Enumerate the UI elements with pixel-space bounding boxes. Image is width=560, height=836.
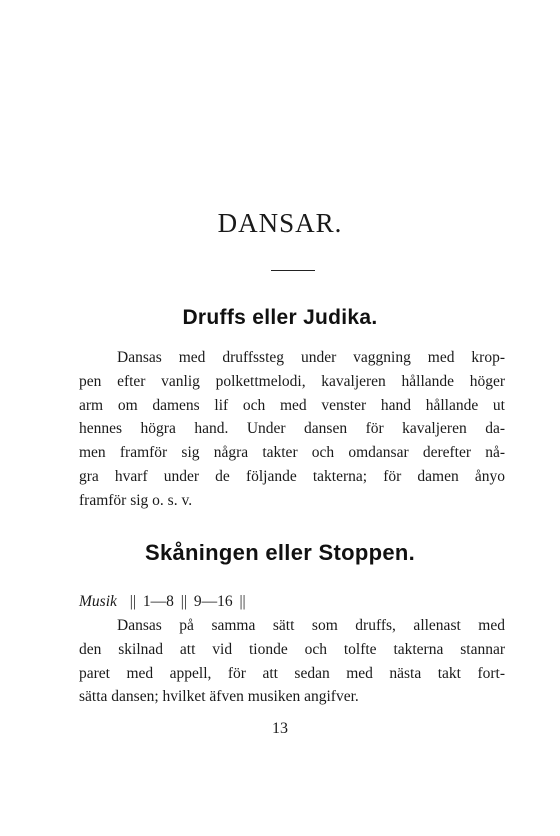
title-divider [271, 270, 315, 271]
text-line: hennes högra hand. Under dansen för kavaljeren da- [79, 420, 505, 438]
bar-line: || [180, 593, 187, 610]
bar-line: || [129, 593, 136, 610]
text-line: gra hvarf under de följande takterna; för damen ånyo [79, 467, 505, 485]
section-heading-druffs: Druffs eller Judika. [182, 306, 378, 329]
music-notation [79, 590, 249, 614]
bar-line: || [239, 593, 246, 610]
text-line: arm om damens lif och med venster hand hållande ut [79, 396, 505, 414]
text-line: framför sig o. s. v. [79, 491, 193, 509]
text-line: pen efter vanlig polkettmelodi, kavaljeren hållande höger [79, 372, 505, 390]
text-line: Dansas på samma sätt som druffs, allenast med [117, 617, 505, 634]
music-label: Musik [79, 593, 117, 610]
page-number: 13 [272, 720, 288, 737]
paragraph-druffs [79, 346, 505, 513]
paragraph-skaningen [79, 614, 505, 709]
bar-range: 1—8 [142, 593, 174, 610]
text-line: men framför sig några takter och omdansar derefter nå- [79, 444, 505, 462]
text-line: sätta dansen; hvilket äfven musiken angifver. [79, 688, 359, 706]
text-line: paret med appell, för att sedan med nästa takt fort- [79, 664, 505, 682]
bar-range: 9—16 [193, 593, 233, 610]
section-heading-skaningen: Skåningen eller Stoppen. [144, 540, 416, 565]
text-line: den skilnad att vid tionde och tolfte takterna stannar [79, 640, 505, 658]
text-line: Dansas med druffssteg under vaggning med krop- [117, 349, 505, 366]
chapter-title: DANSAR. [217, 208, 343, 238]
